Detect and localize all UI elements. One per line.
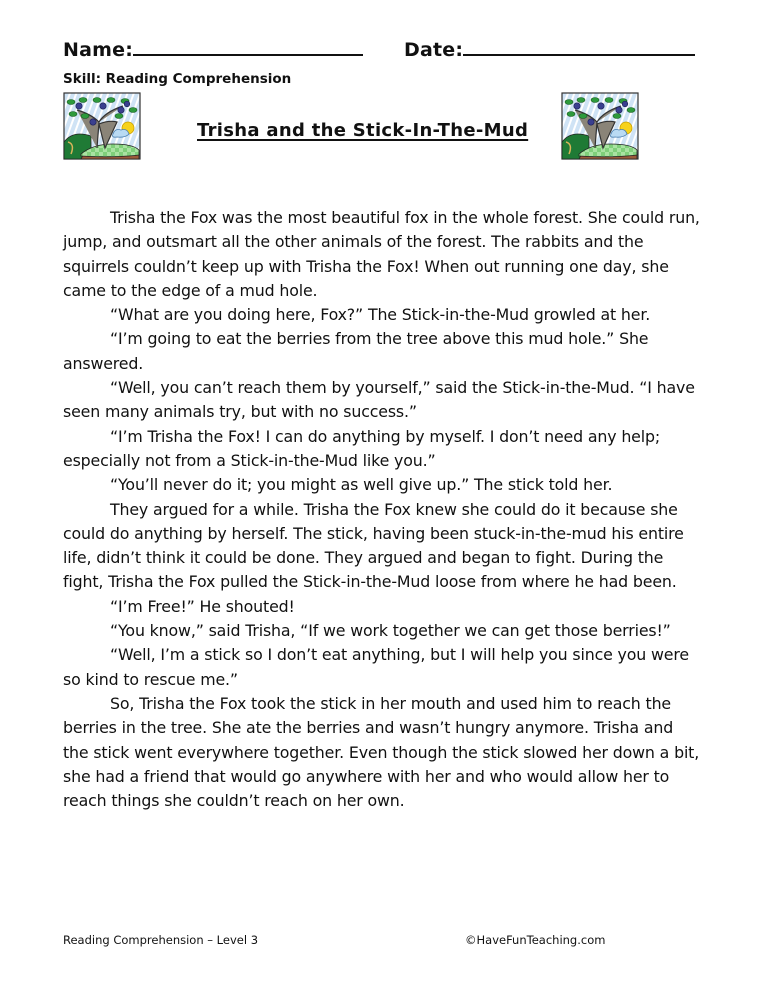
- name-field[interactable]: [63, 38, 363, 61]
- name-label: Name:: [63, 39, 134, 61]
- story-paragraph: “I’m Free!” He shouted!: [110, 596, 295, 616]
- name-blank-line[interactable]: [133, 38, 363, 56]
- story-paragraph: “I’m going to eat the berries from the tree above this mud hole.” She answered.: [63, 329, 649, 373]
- story-paragraph: “Well, you can’t reach them by yourself,” said the Stick-in-the-Mud. “I have seen many animals try, but with no success.”: [63, 378, 695, 422]
- story-paragraph: Trisha the Fox was the most beautiful fox in the whole forest. She could run, jump, and outsmart all the other animals of the forest. The rabbits and the squirrels couldn’t keep up with Trisha the Fox! When out running one day, she came to the edge of a mud hole.: [63, 208, 700, 300]
- story-paragraph: They argued for a while. Trisha the Fox knew she could do it because she could do anything by herself. The stick, having been stuck-in-the-mud his entire life, didn’t think it could be done. They argued and began to fight. During the fight, Trisha the Fox pulled the Stick-in-the-Mud loose from where he had been.: [63, 499, 684, 592]
- skill-label: Skill: Reading Comprehension: [63, 71, 292, 87]
- story-paragraph: So, Trisha the Fox took the stick in her mouth and used him to reach the berries in the tree. She ate the berries and wasn’t hungry anymore. Trisha and the stick went everywhere together. Even though the stick slowed her down a bit, she had a friend that would go anywhere with her and who would allow her to reach things she couldn’t reach on her own.: [63, 693, 700, 811]
- tree-illustration-left: [63, 92, 141, 160]
- story-paragraph: “You know,” said Trisha, “If we work together we can get those berries!”: [110, 621, 671, 641]
- date-label: Date:: [404, 39, 464, 61]
- tree-illustration-right: [561, 92, 639, 160]
- date-blank-line[interactable]: [463, 38, 695, 56]
- story-title: Trisha and the Stick-In-The-Mud: [197, 120, 529, 141]
- footer-level-label: Reading Comprehension – Level 3: [63, 933, 259, 947]
- date-field[interactable]: [404, 38, 695, 61]
- footer-copyright: ©HaveFunTeaching.com: [465, 933, 606, 947]
- story-paragraph: “You’ll never do it; you might as well give up.” The stick told her.: [110, 475, 613, 495]
- story-paragraph: “I’m Trisha the Fox! I can do anything by myself. I don’t need any help; especially not from a Stick-in-the-Mud like you.”: [63, 426, 661, 470]
- story-paragraph: “Well, I’m a stick so I don’t eat anything, but I will help you since you were so kind to rescue me.”: [63, 645, 689, 689]
- story-body: [63, 206, 703, 813]
- story-paragraph: “What are you doing here, Fox?” The Stick-in-the-Mud growled at her.: [110, 305, 651, 325]
